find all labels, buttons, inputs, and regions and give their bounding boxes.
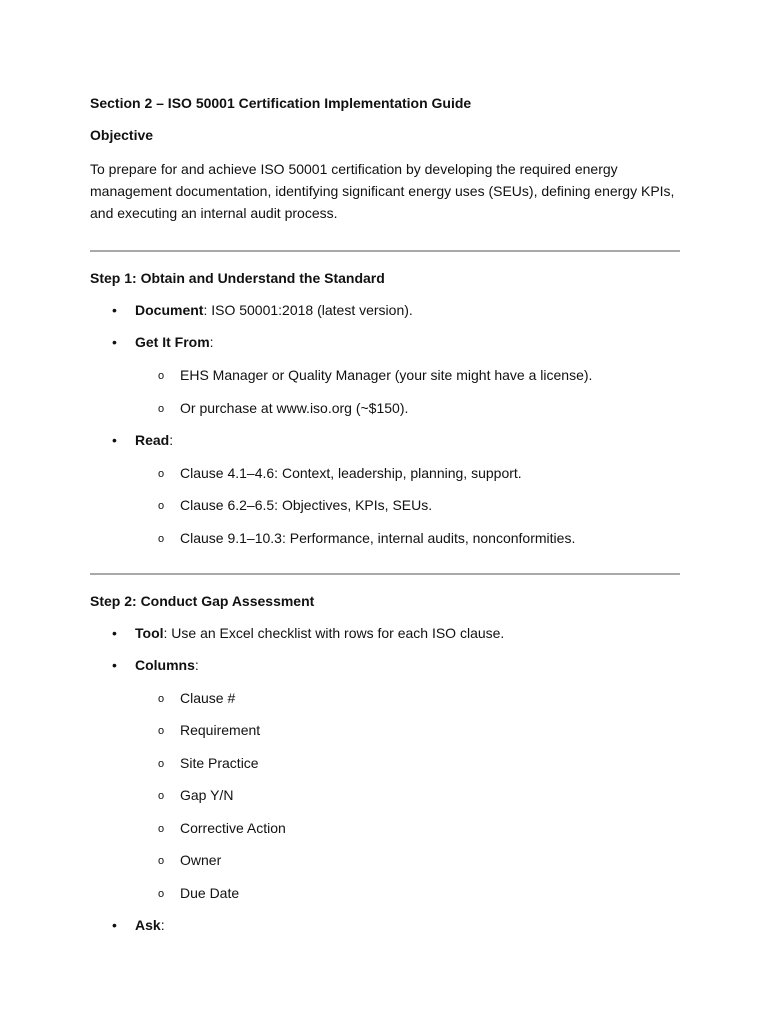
item-label: Read [135, 431, 170, 448]
sub-list-item [135, 529, 680, 547]
section-title: Section 2 – ISO 50001 Certification Implementation Guide [90, 95, 472, 111]
list-item [90, 333, 680, 417]
item-label: Tool [135, 624, 164, 641]
item-label: Get It From [135, 334, 210, 350]
sub-list-item [135, 819, 680, 837]
sub-list-item [135, 754, 680, 772]
horizontal-divider [90, 573, 680, 575]
circle-bullet-icon: o [158, 790, 165, 802]
circle-bullet-icon: o [158, 532, 165, 545]
item-text: : [169, 431, 174, 448]
circle-bullet-icon: o [158, 757, 165, 770]
circle-bullet-icon: o [158, 402, 165, 415]
circle-bullet-icon: o [158, 692, 165, 705]
sub-list-item [135, 399, 680, 417]
bullet-icon: • [112, 916, 117, 933]
step2-heading: Step 2: Conduct Gap Assessment [90, 592, 315, 609]
sub-item-text: Clause # [180, 689, 236, 706]
step2-list [90, 624, 680, 934]
objective-paragraph: To prepare for and achieve ISO 50001 certification by developing the required energy management documentation, identifying significant energy uses (SEUs), defining energy KPIs, and executing an internal audit process. [90, 161, 675, 221]
sub-list [135, 464, 680, 547]
circle-bullet-icon: o [158, 500, 165, 512]
list-item [90, 656, 680, 902]
circle-bullet-icon: o [158, 467, 165, 480]
sub-list-item [135, 884, 680, 902]
objective-heading: Objective [90, 127, 154, 143]
sub-item-text: Owner [180, 852, 222, 868]
bullet-icon: • [112, 656, 117, 673]
sub-list-item [135, 366, 680, 384]
item-text: : [194, 656, 199, 673]
sub-item-text: EHS Manager or Quality Manager (your site might have a license). [180, 367, 593, 383]
step1-list [90, 301, 680, 547]
sub-item-text: Or purchase at www.iso.org (~$150). [180, 399, 409, 416]
step1-heading: Step 1: Obtain and Understand the Standard [90, 270, 385, 286]
circle-bullet-icon: o [158, 725, 165, 737]
circle-bullet-icon: o [158, 822, 165, 835]
sub-item-text: Clause 4.1–4.6: Context, leadership, planning, support. [180, 464, 522, 481]
item-label: Columns [135, 656, 195, 673]
bullet-icon: • [112, 302, 117, 318]
sub-item-text: Gap Y/N [180, 787, 234, 803]
sub-item-text: Corrective Action [180, 819, 286, 836]
item-text: : [160, 916, 165, 933]
sub-list-item [135, 721, 680, 739]
list-item [90, 431, 680, 547]
list-item [90, 916, 680, 934]
sub-item-text: Due Date [180, 884, 240, 901]
document-page [90, 94, 680, 948]
bullet-icon: • [112, 431, 117, 448]
circle-bullet-icon: o [158, 855, 165, 867]
bullet-icon: • [112, 624, 117, 641]
sub-list [135, 366, 680, 417]
list-item [90, 624, 680, 642]
sub-item-text: Site Practice [180, 754, 259, 771]
circle-bullet-icon: o [158, 370, 165, 382]
item-label: Ask [135, 916, 161, 933]
sub-list-item [135, 496, 680, 514]
item-text: : Use an Excel checklist with rows for each ISO clause. [163, 624, 505, 641]
sub-item-text: Clause 6.2–6.5: Objectives, KPIs, SEUs. [180, 497, 433, 513]
sub-list [135, 689, 680, 902]
item-text: : [209, 334, 214, 350]
circle-bullet-icon: o [158, 887, 165, 900]
sub-list-item [135, 786, 680, 804]
sub-item-text: Requirement [180, 722, 261, 738]
item-text: : ISO 50001:2018 (latest version). [203, 302, 413, 318]
item-label: Document [135, 302, 204, 318]
list-item [90, 301, 680, 319]
horizontal-divider [90, 250, 680, 252]
sub-item-text: Clause 9.1–10.3: Performance, internal audits, nonconformities. [180, 529, 576, 546]
sub-list-item [135, 851, 680, 869]
sub-list-item [135, 689, 680, 707]
bullet-icon: • [112, 334, 117, 350]
sub-list-item [135, 464, 680, 482]
